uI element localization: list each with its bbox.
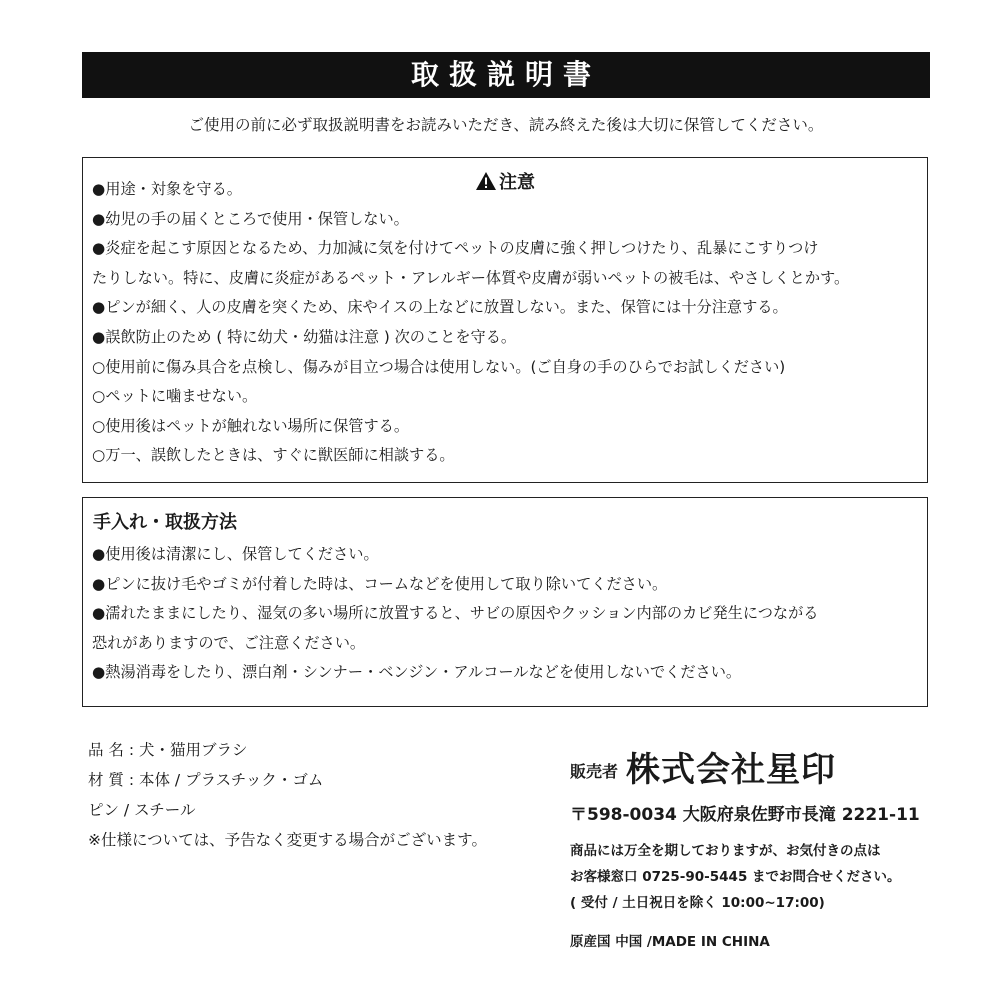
customer-contact <box>570 838 901 916</box>
caution-section <box>82 157 928 483</box>
care-heading: 手入れ・取扱方法 <box>93 512 237 533</box>
intro-text: ご使用の前に必ず取扱説明書をお読みいただき、読み終えた後は大切に保管してください。 <box>188 116 824 134</box>
caution-line: ●炎症を起こす原因となるため、力加減に気を付けてペットの皮膚に強く押しつけたり、乱暴にこすりつけ <box>92 239 819 258</box>
seller-address: 〒598-0034 大阪府泉佐野市長滝 2221-11 <box>570 805 920 825</box>
caution-line: ●幼児の手の届くところで使用・保管しない。 <box>92 209 409 228</box>
care-line: ●ピンに抜け毛やゴミが付着した時は、コームなどを使用して取り除いてください。 <box>92 574 668 593</box>
care-line: ●濡れたままにしたり、湿気の多い場所に放置すると、サビの原因やクッション内部のカビ発生につながる <box>92 604 819 623</box>
caution-list <box>92 175 849 471</box>
care-line: ●使用後は清潔にし、保管してください。 <box>92 545 379 563</box>
caution-line: ○ペットに噛ませない。 <box>92 387 258 406</box>
seller-label: 販売者 <box>570 762 619 781</box>
spec-product-name: 品 名 : 犬・猫用ブラシ <box>88 741 248 759</box>
spec-material: 材 質 : 本体 / プラスチック・ゴム <box>88 771 324 789</box>
care-line: ●熱湯消毒をしたり、漂白剤・シンナー・ベンジン・アルコールなどを使用しないでください。 <box>92 663 742 682</box>
spec-note: ※仕様については、予告なく変更する場合がございます。 <box>88 831 487 849</box>
product-spec <box>88 735 487 855</box>
care-list <box>92 540 818 688</box>
caution-line: ●ピンが細く、人の皮膚を突くため、床やイスの上などに放置しない。また、保管には十分注意する。 <box>92 298 788 317</box>
manual-title: 取扱説明書 <box>82 52 930 98</box>
contact-line: 商品には万全を期しておりますが、お気付きの点は <box>570 843 881 859</box>
caution-heading-text: 注意 <box>499 172 535 193</box>
contact-line: お客様窓口 0725-90-5445 までお問合せください。 <box>570 869 901 885</box>
spec-pin-material: ピン / スチール <box>88 801 196 819</box>
seller-name: 株式会社星印 <box>626 750 837 790</box>
caution-line: ●誤飲防止のため ( 特に幼犬・幼猫は注意 ) 次のことを守る。 <box>92 327 517 346</box>
caution-line: ○使用後はペットが触れない場所に保管する。 <box>92 416 410 435</box>
contact-hours: ( 受付 / 土日祝日を除く 10:00~17:00) <box>570 895 825 911</box>
care-line: 恐れがありますので、ご注意ください。 <box>92 633 366 652</box>
seller-block <box>570 742 836 791</box>
country-of-origin: 原産国 中国 /MADE IN CHINA <box>570 934 770 950</box>
caution-line: ●用途・対象を守る。 <box>92 180 242 198</box>
care-section <box>82 497 928 707</box>
caution-line: たりしない。特に、皮膚に炎症があるペット・アレルギー体質や皮膚が弱いペットの被毛は、やさしくとかす。 <box>92 268 850 287</box>
caution-line: ○万一、誤飲したときは、すぐに獣医師に相談する。 <box>92 446 455 465</box>
caution-line: ○使用前に傷み具合を点検し、傷みが目立つ場合は使用しない。(ご自身の手のひらでお試しください) <box>92 357 786 376</box>
